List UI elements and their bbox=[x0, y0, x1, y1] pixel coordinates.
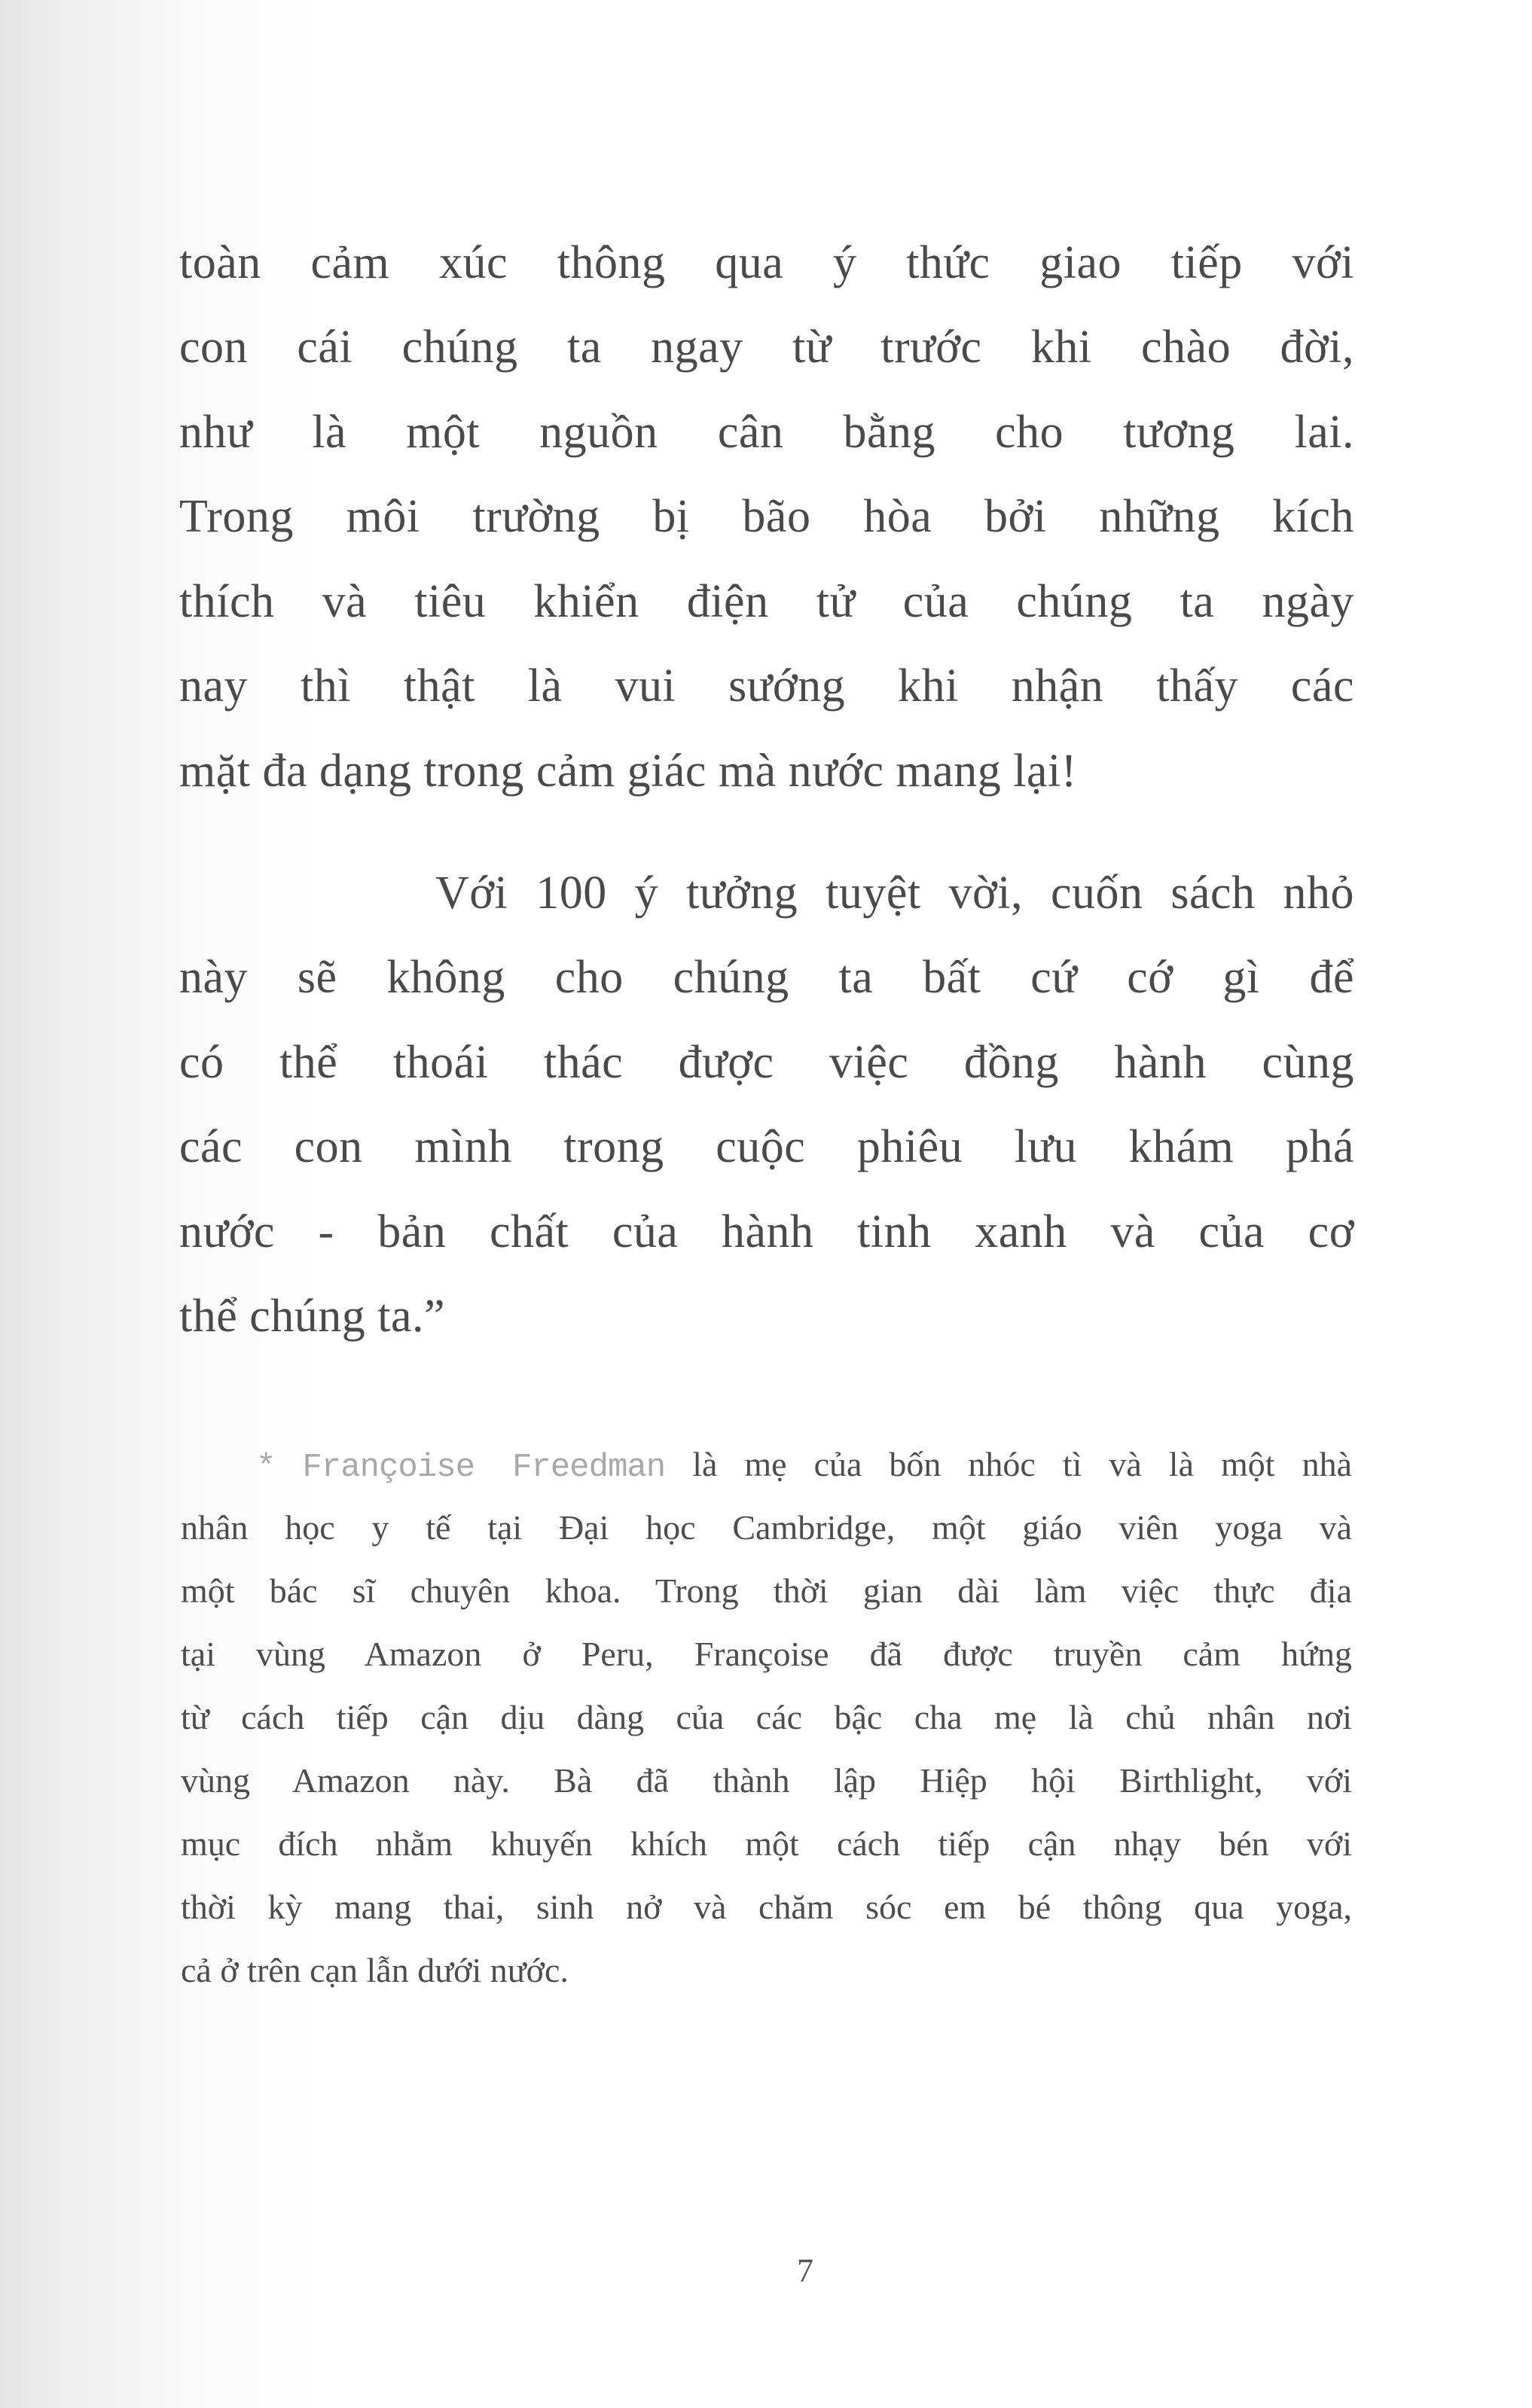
text-line: các con mình trong cuộc phiêu lưu khám phá bbox=[179, 1121, 1354, 1172]
footnote-first-line-text: là mẹ của bốn nhóc tì và là một nhà bbox=[692, 1445, 1352, 1483]
footnote-marker: * bbox=[256, 1449, 276, 1486]
page-number: 7 bbox=[797, 2252, 813, 2289]
text-line: thích và tiêu khiển điện tử của chúng ta ngày bbox=[179, 576, 1354, 627]
text-line: này sẽ không cho chúng ta bất cứ cớ gì để bbox=[179, 952, 1354, 1003]
footnote-first-line bbox=[256, 1447, 1352, 1484]
footnote-author-name: Françoise Freedman bbox=[302, 1449, 666, 1486]
text-line: Với 100 ý tưởng tuyệt vời, cuốn sách nhỏ bbox=[435, 867, 1354, 919]
text-line: nước - bản chất của hành tinh xanh và của cơ bbox=[179, 1206, 1354, 1257]
text-line: mặt đa dạng trong cảm giác mà nước mang lại! bbox=[179, 745, 1077, 797]
text-line: toàn cảm xúc thông qua ý thức giao tiếp với bbox=[179, 237, 1354, 288]
footnote-line: một bác sĩ chuyên khoa. Trong thời gian dài làm việc thực địa bbox=[181, 1571, 1352, 1610]
footnote-line: thời kỳ mang thai, sinh nở và chăm sóc em bé thông qua yoga, bbox=[181, 1888, 1352, 1926]
text-line: có thể thoái thác được việc đồng hành cùng bbox=[179, 1037, 1354, 1088]
text-line: con cái chúng ta ngay từ trước khi chào đời, bbox=[179, 322, 1354, 373]
footnote-line: vùng Amazon này. Bà đã thành lập Hiệp hội Birthlight, với bbox=[181, 1761, 1352, 1800]
text-line: như là một nguồn cân bằng cho tương lai. bbox=[179, 407, 1354, 458]
text-line: Trong môi trường bị bão hòa bởi những kích bbox=[179, 491, 1354, 542]
footnote-line: từ cách tiếp cận dịu dàng của các bậc cha mẹ là chủ nhân nơi bbox=[181, 1698, 1352, 1736]
footnote-line: tại vùng Amazon ở Peru, Françoise đã được truyền cảm hứng bbox=[181, 1635, 1352, 1673]
text-line: thể chúng ta.” bbox=[179, 1291, 446, 1342]
text-line: nay thì thật là vui sướng khi nhận thấy các bbox=[179, 660, 1354, 712]
footnote-line: mục đích nhằm khuyến khích một cách tiếp cận nhạy bén với bbox=[181, 1824, 1352, 1863]
footnote-line: cả ở trên cạn lẫn dưới nước. bbox=[181, 1951, 569, 1989]
footnote-line: nhân học y tế tại Đại học Cambridge, một giáo viên yoga và bbox=[181, 1508, 1352, 1547]
